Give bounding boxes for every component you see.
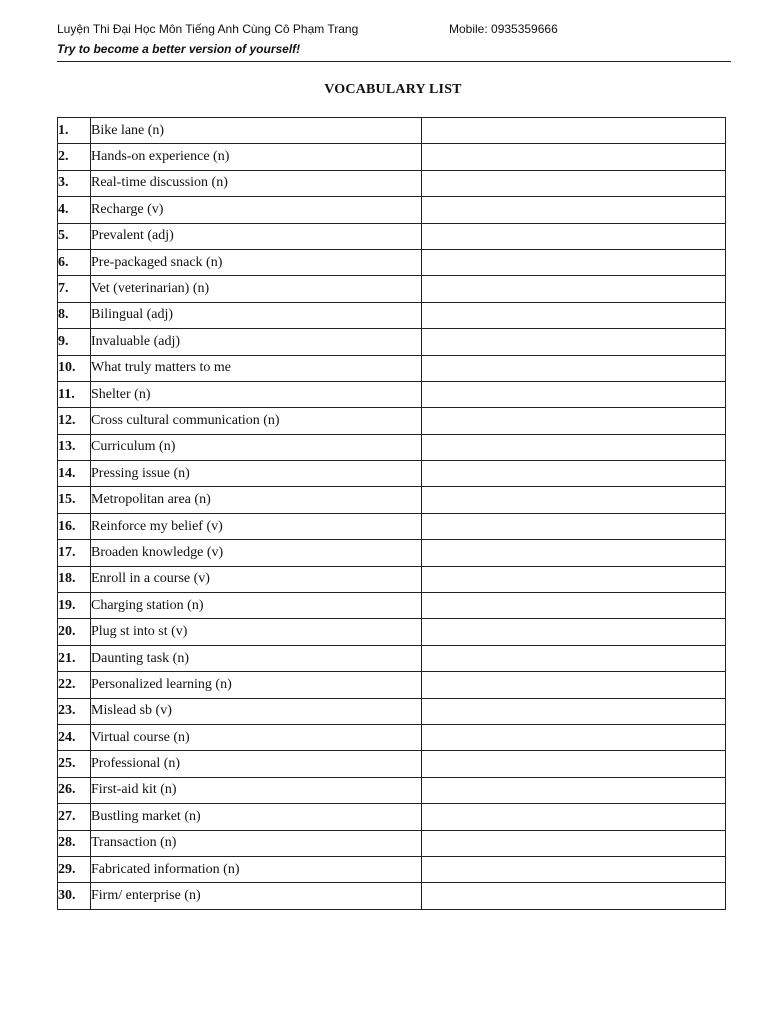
table-row: [58, 645, 726, 671]
item-number: 29.: [58, 856, 91, 882]
vocabulary-term: First-aid kit (n): [91, 777, 422, 803]
meaning-blank-cell: [422, 355, 726, 381]
item-number: 11.: [58, 381, 91, 407]
vocabulary-term: Personalized learning (n): [91, 672, 422, 698]
meaning-blank-cell: [422, 170, 726, 196]
table-row: [58, 487, 726, 513]
item-number: 17.: [58, 540, 91, 566]
item-number: 20.: [58, 619, 91, 645]
vocabulary-term: Prevalent (adj): [91, 223, 422, 249]
tagline: Try to become a better version of yourself!: [57, 42, 301, 56]
item-number: 15.: [58, 487, 91, 513]
table-row: [58, 566, 726, 592]
meaning-blank-cell: [422, 513, 726, 539]
page-title: VOCABULARY LIST: [324, 82, 462, 97]
vocabulary-term: Hands-on experience (n): [91, 144, 422, 170]
vocabulary-term: Cross cultural communication (n): [91, 408, 422, 434]
table-row: [58, 118, 726, 144]
meaning-blank-cell: [422, 118, 726, 144]
vocabulary-term: Invaluable (adj): [91, 329, 422, 355]
item-number: 9.: [58, 329, 91, 355]
vocabulary-term: Pressing issue (n): [91, 461, 422, 487]
meaning-blank-cell: [422, 593, 726, 619]
table-row: [58, 170, 726, 196]
item-number: 7.: [58, 276, 91, 302]
meaning-blank-cell: [422, 223, 726, 249]
vocabulary-term: Recharge (v): [91, 197, 422, 223]
meaning-blank-cell: [422, 883, 726, 909]
table-row: [58, 223, 726, 249]
vocabulary-term: Pre-packaged snack (n): [91, 249, 422, 275]
meaning-blank-cell: [422, 724, 726, 750]
item-number: 16.: [58, 513, 91, 539]
vocabulary-term: Bike lane (n): [91, 118, 422, 144]
item-number: 6.: [58, 249, 91, 275]
table-row: [58, 619, 726, 645]
table-row: [58, 698, 726, 724]
vocabulary-term: Charging station (n): [91, 593, 422, 619]
vocabulary-term: Curriculum (n): [91, 434, 422, 460]
meaning-blank-cell: [422, 487, 726, 513]
meaning-blank-cell: [422, 645, 726, 671]
vocabulary-term: Transaction (n): [91, 830, 422, 856]
vocabulary-term: Bustling market (n): [91, 804, 422, 830]
vocabulary-term: Fabricated information (n): [91, 856, 422, 882]
item-number: 14.: [58, 461, 91, 487]
meaning-blank-cell: [422, 302, 726, 328]
meaning-blank-cell: [422, 856, 726, 882]
item-number: 23.: [58, 698, 91, 724]
table-row: [58, 540, 726, 566]
vocabulary-term: Firm/ enterprise (n): [91, 883, 422, 909]
table-row: [58, 249, 726, 275]
vocabulary-term: Vet (veterinarian) (n): [91, 276, 422, 302]
vocabulary-term: Plug st into st (v): [91, 619, 422, 645]
meaning-blank-cell: [422, 566, 726, 592]
item-number: 3.: [58, 170, 91, 196]
meaning-blank-cell: [422, 381, 726, 407]
table-row: [58, 724, 726, 750]
table-row: [58, 883, 726, 909]
table-row: [58, 276, 726, 302]
item-number: 1.: [58, 118, 91, 144]
meaning-blank-cell: [422, 434, 726, 460]
table-row: [58, 355, 726, 381]
meaning-blank-cell: [422, 144, 726, 170]
table-row: [58, 513, 726, 539]
table-row: [58, 381, 726, 407]
table-row: [58, 804, 726, 830]
item-number: 28.: [58, 830, 91, 856]
meaning-blank-cell: [422, 329, 726, 355]
center-name: Luyện Thi Đại Học Môn Tiếng Anh Cùng Cô Phạm Trang: [57, 22, 359, 36]
meaning-blank-cell: [422, 830, 726, 856]
meaning-blank-cell: [422, 672, 726, 698]
item-number: 10.: [58, 355, 91, 381]
table-row: [58, 672, 726, 698]
table-row: [58, 408, 726, 434]
vocabulary-term: Mislead sb (v): [91, 698, 422, 724]
table-row: [58, 777, 726, 803]
item-number: 27.: [58, 804, 91, 830]
item-number: 12.: [58, 408, 91, 434]
table-row: [58, 830, 726, 856]
meaning-blank-cell: [422, 197, 726, 223]
meaning-blank-cell: [422, 804, 726, 830]
item-number: 25.: [58, 751, 91, 777]
item-number: 19.: [58, 593, 91, 619]
vocabulary-term: What truly matters to me: [91, 355, 422, 381]
vocabulary-term: Shelter (n): [91, 381, 422, 407]
vocabulary-term: Broaden knowledge (v): [91, 540, 422, 566]
item-number: 13.: [58, 434, 91, 460]
table-row: [58, 302, 726, 328]
item-number: 2.: [58, 144, 91, 170]
item-number: 18.: [58, 566, 91, 592]
table-row: [58, 144, 726, 170]
meaning-blank-cell: [422, 276, 726, 302]
table-row: [58, 329, 726, 355]
meaning-blank-cell: [422, 408, 726, 434]
table-row: [58, 461, 726, 487]
item-number: 4.: [58, 197, 91, 223]
item-number: 21.: [58, 645, 91, 671]
item-number: 26.: [58, 777, 91, 803]
table-row: [58, 751, 726, 777]
vocabulary-term: Bilingual (adj): [91, 302, 422, 328]
vocabulary-table: [57, 117, 726, 910]
vocabulary-term: Daunting task (n): [91, 645, 422, 671]
meaning-blank-cell: [422, 461, 726, 487]
item-number: 24.: [58, 724, 91, 750]
item-number: 5.: [58, 223, 91, 249]
item-number: 30.: [58, 883, 91, 909]
meaning-blank-cell: [422, 619, 726, 645]
vocabulary-term: Enroll in a course (v): [91, 566, 422, 592]
meaning-blank-cell: [422, 249, 726, 275]
table-row: [58, 856, 726, 882]
meaning-blank-cell: [422, 777, 726, 803]
item-number: 8.: [58, 302, 91, 328]
meaning-blank-cell: [422, 751, 726, 777]
vocabulary-table-body: [58, 118, 726, 910]
vocabulary-term: Real-time discussion (n): [91, 170, 422, 196]
mobile-number: Mobile: 0935359666: [449, 22, 558, 36]
item-number: 22.: [58, 672, 91, 698]
meaning-blank-cell: [422, 698, 726, 724]
vocabulary-term: Professional (n): [91, 751, 422, 777]
vocabulary-term: Metropolitan area (n): [91, 487, 422, 513]
table-row: [58, 593, 726, 619]
header-divider: [57, 61, 731, 62]
table-row: [58, 197, 726, 223]
meaning-blank-cell: [422, 540, 726, 566]
vocabulary-term: Reinforce my belief (v): [91, 513, 422, 539]
table-row: [58, 434, 726, 460]
vocabulary-term: Virtual course (n): [91, 724, 422, 750]
